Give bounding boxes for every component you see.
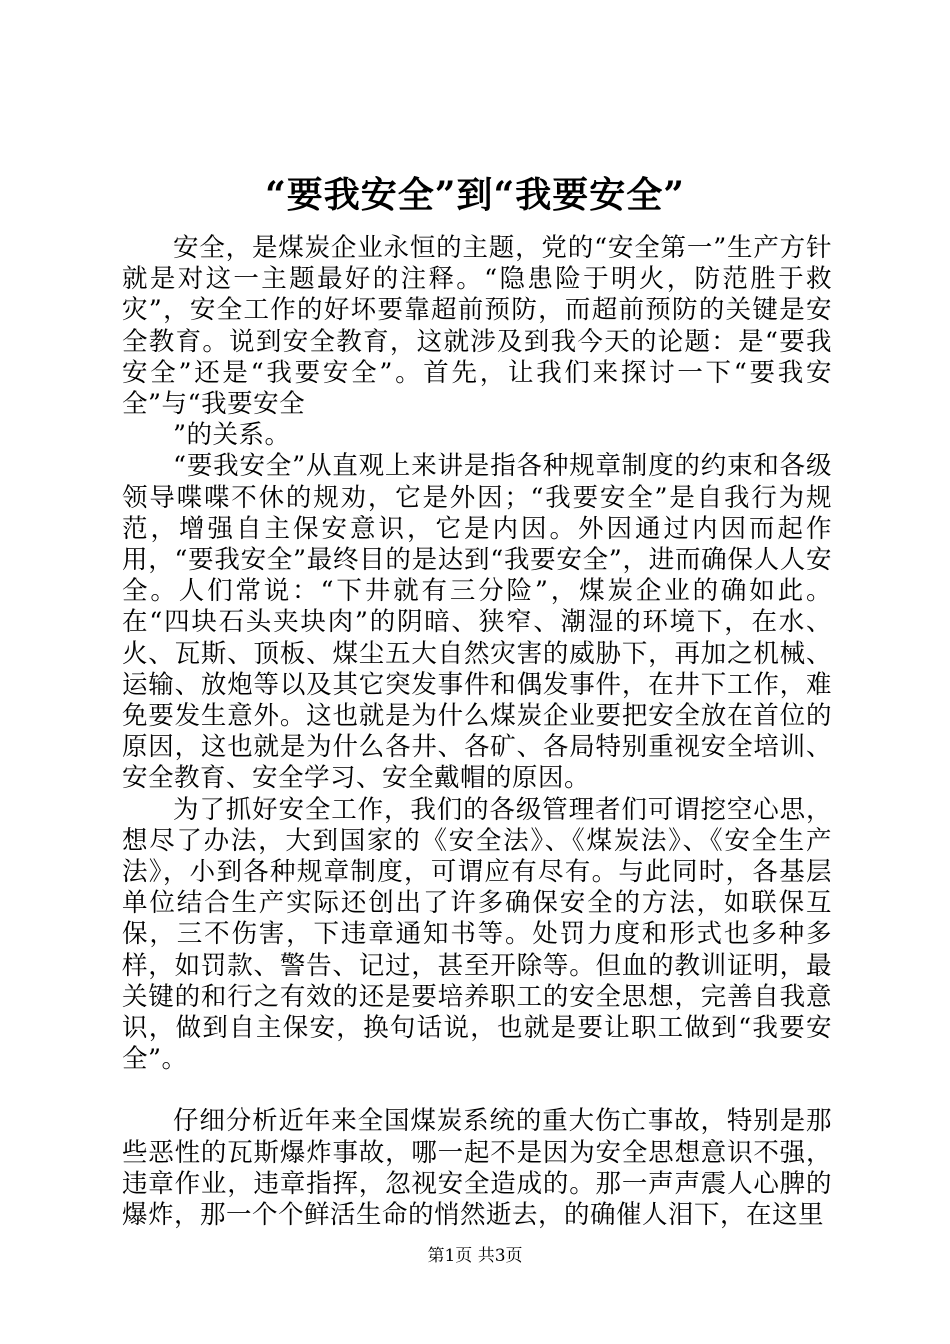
document-title: “要我安全”到“我要安全” [265, 174, 685, 216]
paragraph-3: 为了抓好安全工作，我们的各级管理者们可谓挖空心思，想尽了办法，大到国家的《安全法》、《煤炭法》、《安全生产法》，小到各种规章制度，可谓应有尽有。与此同时，各基层单位结合生产实际还创出了许多确保安全的方法，如联保互保，三不伤害，下违章通知书等。处罚力度和形式也多种多样，如罚款、警告、记过，甚至开除等。但血的教训证明，最关键的和行之有效的还是要培养职工的安全思想，完善自我意识，做到自主保安，换句话说，也就是要让职工做到“我要安全”。 [122, 794, 832, 1075]
paragraph-1-continuation: ”的关系。 [173, 420, 291, 451]
paragraph-spacer [122, 1075, 832, 1106]
page-number-footer: 第1页 共3页 [427, 1246, 523, 1266]
paragraph-4: 仔细分析近年来全国煤炭系统的重大伤亡事故，特别是那些恶性的瓦斯爆炸事故，哪一起不是因为安全思想意识不强，违章作业，违章指挥，忽视安全造成的。那一声声震人心脾的爆炸，那一个个鲜活生命的悄然逝去，的确催人泪下，在这里 [122, 1106, 832, 1231]
paragraph-1: 安全，是煤炭企业永恒的主题，党的“安全第一”生产方针就是对这一主题最好的注释。“隐患险于明火，防范胜于救灾”，安全工作的好坏要靠超前预防，而超前预防的关键是安全教育。说到安全教育，这就涉及到我今天的论题：是“要我安全”还是“我要安全”。首先，让我们来探讨一下“要我安全”与“我要安全 [122, 233, 832, 420]
paragraph-2: “要我安全”从直观上来讲是指各种规章制度的约束和各级领导喋喋不休的规劝，它是外因；“我要安全”是自我行为规范，增强自主保安意识，它是内因。外因通过内因而起作用，“要我安全”最终目的是达到“我要安全”，进而确保人人安全。人们常说：“下井就有三分险”，煤炭企业的确如此。在“四块石头夹块肉”的阴暗、狭窄、潮湿的环境下，在水、火、瓦斯、顶板、煤尘五大自然灾害的威胁下，再加之机械、运输、放炮等以及其它突发事件和偶发事件，在井下工作，难免要发生意外。这也就是为什么煤炭企业要把安全放在首位的原因，这也就是为什么各井、各矿、各局特别重视安全培训、安全教育、安全学习、安全戴帽的原因。 [122, 451, 832, 794]
document-body [122, 233, 832, 1231]
